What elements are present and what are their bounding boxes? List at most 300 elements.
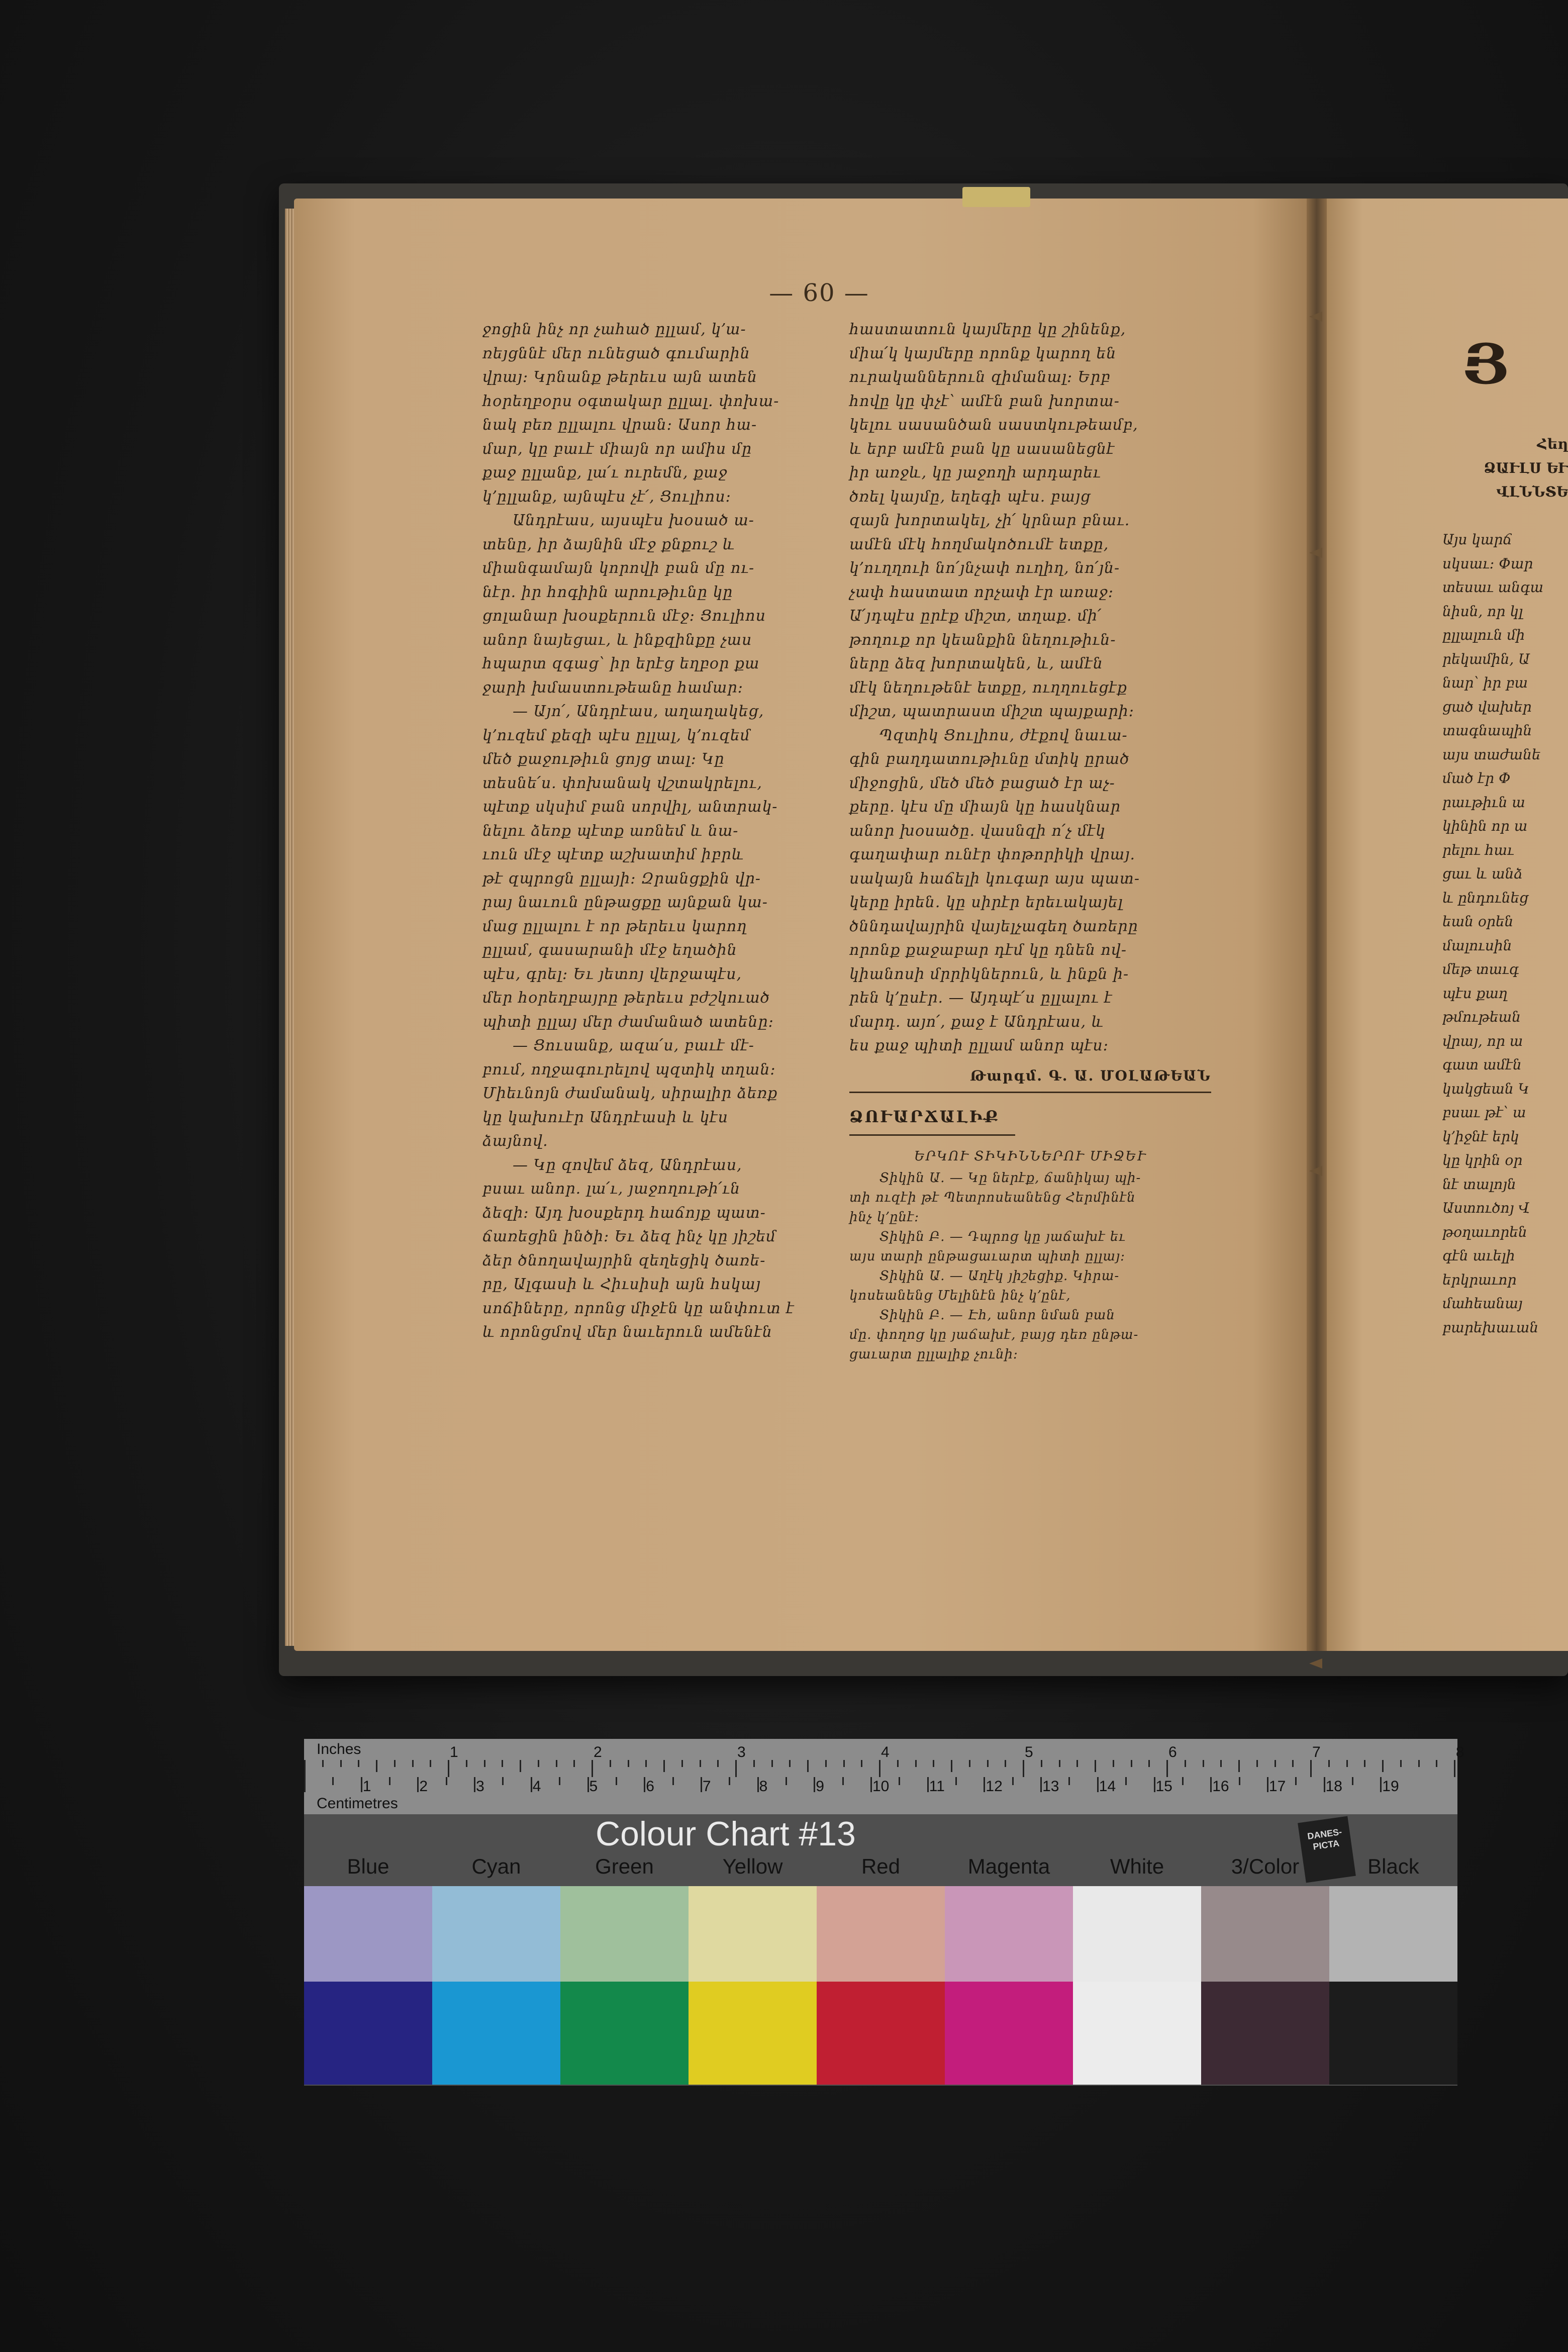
inch-tick: [610, 1760, 611, 1767]
dialogue-title: ԵՐԿՈՒ ՏԻԿԻՆՆԵՐՈՒ ՄԻՋԵՒ: [914, 1148, 1146, 1164]
cm-tick: [1182, 1777, 1184, 1785]
patch-label: Cyan: [471, 1854, 521, 1878]
text-line: պէտք սկսիմ բան սորվիլ, անտրակ-: [482, 798, 778, 816]
text-line: — Կը զովեմ ձեզ, Անդրէաս,: [513, 1156, 742, 1174]
patch-light: [1201, 1886, 1329, 1982]
text-line: ես քաջ պիտի ըլլամ անոր պէս։: [849, 1037, 1109, 1054]
right-page-line: նէ տալոյն: [1442, 1175, 1516, 1193]
cm-tick: [389, 1777, 390, 1785]
inch-tick: [1076, 1760, 1078, 1767]
inch-tick: [789, 1760, 791, 1767]
inch-tick: [466, 1760, 467, 1767]
inch-tick: [1041, 1760, 1042, 1767]
right-page-line: եան օրեն: [1442, 913, 1514, 930]
inch-number: 4: [881, 1744, 890, 1760]
right-page-line: նար՝ իր բա: [1442, 674, 1528, 691]
text-line: ւուն մէջ պէտք աշխատիմ իբրև: [482, 846, 744, 863]
inch-tick: [448, 1760, 449, 1777]
patch-label: 3/Color: [1231, 1854, 1300, 1878]
right-page-line: մեթ տաւգ: [1442, 961, 1519, 977]
cm-tick: [927, 1777, 929, 1792]
cm-tick: [644, 1777, 645, 1792]
patch-label: Black: [1367, 1854, 1419, 1878]
inch-tick: [502, 1760, 503, 1767]
binding-notch: [1309, 548, 1322, 558]
text-line: զայն խորտակել, չի՛ կրնար բնաւ.: [849, 512, 1130, 529]
dialogue-line: Տիկին Բ. — Էհ, անոր նման բան: [879, 1307, 1115, 1323]
cm-tick: [361, 1777, 362, 1792]
inch-tick: [520, 1760, 521, 1772]
inch-tick: [807, 1760, 809, 1772]
cm-number: 17: [1268, 1778, 1286, 1795]
text-line: տեսնե՛ս. փոխանակ վշտակրելու,: [482, 774, 762, 792]
patch-label: Green: [595, 1854, 654, 1878]
cm-tick: [1125, 1777, 1127, 1785]
inch-tick: [915, 1760, 917, 1767]
patch-dark: [560, 1982, 689, 2085]
inch-number: 8: [1456, 1744, 1464, 1760]
cm-tick: [786, 1777, 787, 1785]
text-line: թողուք որ կեանքին նեղութիւն-: [849, 631, 1116, 649]
text-line: անոր նայեցաւ, և ինքզինքը չաս: [482, 631, 752, 649]
inch-tick: [1113, 1760, 1114, 1767]
cm-tick: [1380, 1777, 1382, 1792]
text-line: հաստատուն կայմերը կը շինենք,: [849, 321, 1126, 338]
text-line: և երբ ամէն բան կը սասանեցնէ: [849, 440, 1115, 458]
text-line: Ա՛յդպէս ըրէք միշտ, տղաք. մի՛: [849, 607, 1102, 625]
dialogue-line: կոսեանենց Մելինէն ինչ կ՚ընէ,: [849, 1288, 1071, 1303]
inch-tick: [1346, 1760, 1348, 1767]
right-page-line: րաւթիւն ա: [1442, 794, 1525, 811]
patch-light: [432, 1886, 560, 1982]
dialogue-line: մը. փողոց կը յաճախէ, բայց դեռ ընթա-: [849, 1327, 1139, 1342]
patch-dark: [1329, 1982, 1457, 2085]
text-line: ուրականներուն զիմանալ։ Երբ: [849, 368, 1111, 386]
text-line: ձայնով.: [482, 1132, 548, 1150]
inch-tick: [304, 1760, 306, 1777]
right-page-line: մահեանայ: [1442, 1295, 1523, 1312]
inch-tick: [1364, 1760, 1365, 1767]
patch-dark: [689, 1982, 817, 2085]
text-line: ճառեցին ինծի։ Եւ ձեզ ինչ կը յիշեմ: [482, 1228, 776, 1245]
text-line: հպարտ զգաց՝ իր երէց եղբօր քա: [482, 655, 760, 672]
cm-tick: [587, 1777, 589, 1792]
inch-tick: [556, 1760, 557, 1767]
inch-tick: [1220, 1760, 1222, 1767]
inch-tick: [879, 1760, 880, 1777]
right-page-line: մած էր Փ: [1442, 770, 1511, 787]
cm-tick: [616, 1777, 617, 1785]
patch-label: Yellow: [722, 1854, 783, 1878]
dialogue: [849, 1168, 1211, 1364]
cm-tick: [814, 1777, 815, 1792]
cm-tick: [955, 1777, 957, 1785]
right-page-line: ըլլալուն մի: [1442, 627, 1525, 643]
inch-tick: [322, 1760, 324, 1767]
text-line: նակ բեռ ըլլալու վրան։ Ասոր հա-: [482, 416, 757, 434]
inch-tick: [1436, 1760, 1437, 1767]
inch-tick: [628, 1760, 629, 1767]
text-line: հովը կը փչէ՝ ամէն բան խորտա-: [849, 392, 1120, 410]
inch-tick: [358, 1760, 359, 1767]
right-page-line: թմութեան: [1442, 1009, 1521, 1025]
inch-tick: [394, 1760, 396, 1767]
patch-light: [689, 1886, 817, 1982]
cm-number: 14: [1099, 1778, 1116, 1795]
text-line: կելու սասանծան սաստկութեամբ,: [849, 416, 1138, 434]
inch-number: 1: [450, 1744, 458, 1760]
dialogue-line: ինչ կ՚ընէ։: [849, 1209, 920, 1225]
inch-tick: [1310, 1760, 1312, 1777]
text-line: նէր. իր հոգիին արութիւնը կը: [482, 583, 733, 601]
right-page-line: ցաւ և անձ: [1442, 865, 1523, 882]
inch-tick: [1148, 1760, 1150, 1767]
text-line: ջոցին ինչ որ չահած ըլլամ, կ՚ա-: [482, 321, 746, 338]
cm-tick: [417, 1777, 419, 1792]
text-line: ձեզի։ Այդ խօսքերդ հաճոյք պատ-: [482, 1204, 766, 1222]
inch-tick: [933, 1760, 934, 1767]
right-page-heading-line: Հեղ: [1537, 436, 1568, 452]
inch-tick: [1292, 1760, 1294, 1767]
inch-tick: [1238, 1760, 1240, 1772]
title-underline: [849, 1134, 1015, 1136]
patch-light: [945, 1886, 1073, 1982]
right-page-line: սկսաւ։ Փար: [1442, 555, 1533, 572]
middle-text-column: [849, 318, 1211, 1364]
right-page-heading: Յ: [1462, 332, 1509, 397]
text-line: կը կախուէր Անդրէասի և կէս: [482, 1108, 728, 1126]
book-gutter: [1307, 199, 1327, 1651]
inch-tick: [897, 1760, 899, 1767]
text-line: կ՚ուզեմ քեզի պէս ըլլալ, կ՚ուզեմ: [482, 726, 751, 744]
inch-tick: [1203, 1760, 1204, 1767]
cm-number: 11: [929, 1778, 945, 1795]
cm-number: 1: [362, 1778, 371, 1795]
text-line: րեն կ՚ըսէր. — Այդպէ՛ս ըլլալու է: [849, 989, 1113, 1007]
cm-tick: [701, 1777, 702, 1792]
inch-tick: [1454, 1760, 1455, 1777]
text-line: Պզտիկ Ցուլիոս, ժէքով նաւա-: [879, 726, 1128, 744]
text-line: կիանոսի մրրիկներուն, և ինքն ի-: [849, 965, 1129, 983]
right-page-line: տագնապին: [1442, 722, 1532, 739]
cm-number: 3: [476, 1778, 484, 1795]
right-page-line: մալուսին: [1442, 937, 1512, 954]
text-line: ըլլամ, գասարանի մէջ եղածին: [482, 941, 737, 959]
dialogue-line: ցաւարտ ըլլալիք չունի։: [849, 1346, 1018, 1362]
cm-number: 5: [589, 1778, 598, 1795]
inch-tick: [700, 1760, 701, 1767]
cm-tick: [1324, 1777, 1325, 1792]
inch-tick: [969, 1760, 970, 1767]
cm-tick: [304, 1777, 306, 1792]
binding-notch: [1309, 1658, 1322, 1669]
text-line: րը, Ալգասի և Հիւսիսի այն հսկայ: [482, 1276, 761, 1293]
right-page-heading-line: ՁԱՒԼՍ ԵՒ: [1484, 459, 1568, 476]
cm-tick: [899, 1777, 900, 1785]
inch-tick: [592, 1760, 593, 1777]
text-line: — Այո՛, Անդրէաս, աղաղակեց,: [513, 703, 764, 720]
right-page-line: գէն աւելի: [1442, 1247, 1515, 1264]
text-line: ծռել կայմը, եղեգի պէս. բայց: [849, 487, 1091, 506]
inch-tick: [1328, 1760, 1330, 1767]
text-line: մեծ քաջութիւն ցոյց տալ։ Կը: [482, 750, 725, 768]
cm-tick: [1239, 1777, 1240, 1785]
text-line: միանգամայն կորովի բան մը ու-: [482, 559, 755, 577]
inch-tick: [1400, 1760, 1402, 1767]
inch-tick: [1005, 1760, 1006, 1767]
text-line: որոնք քաջաբար դէմ կը դնեն ով-: [849, 941, 1127, 959]
text-line: ծննդավայրին վայելչագեղ ծառերը: [849, 917, 1138, 935]
text-line: վրայ։ Կրնանք թերեւս այն ատեն: [482, 368, 758, 386]
colour-chart: [304, 1739, 1464, 2086]
page-edge: [285, 209, 294, 1646]
text-line: ցոլանար խօսքերուն մէջ։ Ցուլիոս: [482, 607, 766, 625]
cm-tick: [559, 1777, 560, 1785]
cm-tick: [1040, 1777, 1042, 1792]
inch-number: 2: [594, 1744, 602, 1760]
dialogue-line: տի ուզէի թէ Պետրոսեանենց Հերմինէն: [849, 1190, 1136, 1205]
right-page-line: թօղաւորեն: [1442, 1223, 1527, 1240]
binding-notch: [1309, 312, 1322, 322]
text-line: ռեյցննէ մեր ունեցած գումարին: [482, 344, 750, 362]
inch-tick: [430, 1760, 431, 1767]
text-line: Միեւնոյն ժամանակ, սիրալիր ձեռք: [482, 1085, 778, 1102]
inch-tick: [771, 1760, 773, 1767]
inch-tick: [1059, 1760, 1060, 1767]
text-line: սոճիները, որոնց միջէն կը անփուտ է: [482, 1299, 795, 1317]
story-ending: [849, 318, 1211, 1058]
text-line: մաց ըլլալու է որ թերեւս կարող: [482, 917, 747, 935]
cm-number: 10: [872, 1778, 890, 1795]
right-page-line: վրայ, որ ա: [1442, 1032, 1523, 1049]
cm-number: 12: [986, 1778, 1003, 1795]
inch-tick: [717, 1760, 719, 1767]
patch-dark: [1201, 1982, 1329, 2085]
dialogue-line: Տիկին Ա. — Կը ներէք, ճանիկայ պի-: [879, 1170, 1141, 1186]
cm-tick: [1210, 1777, 1212, 1792]
text-line: գաղափար ունէր փոթորիկի վրայ.: [849, 846, 1136, 863]
inch-tick: [735, 1760, 737, 1777]
right-page-line: գատ ամէն: [1442, 1056, 1522, 1073]
patch-label: White: [1110, 1854, 1164, 1878]
text-line: միշտ, պատրաստ միշտ պայքարի։: [849, 703, 1134, 720]
measurement-ruler: [304, 1739, 1464, 1814]
cm-number: 7: [702, 1778, 711, 1795]
dialogue-line: այս տարի ընթացաւարտ պիտի ըլլայ։: [849, 1248, 1125, 1264]
patch-light: [1073, 1886, 1201, 1982]
right-page-line: բսաւ թէ՝ ա: [1442, 1104, 1526, 1121]
right-page-line: այս տաժանե: [1442, 746, 1541, 763]
inch-tick: [1418, 1760, 1420, 1767]
text-line: ամէն մէկ հողմակոծումէ ետքը,: [849, 535, 1109, 553]
cm-number: 16: [1212, 1778, 1229, 1795]
text-line: ները ձեզ խորտակեն, և, ամէն: [849, 655, 1103, 672]
text-line: իր առջև, կը յաջողի արդարեւ: [849, 464, 1101, 481]
cm-tick: [1154, 1777, 1155, 1792]
patch-dark: [817, 1982, 945, 2085]
text-line: մարդ. այո՛, քաջ է Անդրէաս, և: [849, 1013, 1104, 1031]
right-page-line: տեսաւ անգա: [1442, 579, 1544, 596]
translator-signature: Թարգմ. Գ. Ա. ՄՕԼԱԹԵԱՆ: [969, 1067, 1211, 1084]
cm-tick: [531, 1777, 532, 1792]
text-line: և որոնցմով մեր նաւերուն ամենէն: [482, 1323, 772, 1341]
text-line: թէ զպրոցն ըլլայի։ Զրանցքին վր-: [482, 869, 761, 888]
dialogue-line: Տիկին Ա. — Աղէկ յիշեցիք. Կիրա-: [879, 1268, 1120, 1284]
text-line: քաջ ըլլանք, լա՛ւ ուրեմն, քաջ: [482, 464, 728, 481]
right-page-line: րելու հաւ: [1442, 841, 1514, 858]
right-page-line: [1442, 504, 1568, 528]
inch-tick: [1185, 1760, 1186, 1767]
cm-number: 18: [1325, 1778, 1342, 1795]
right-page-line: և ընդունեց: [1442, 889, 1529, 906]
inch-number: 6: [1168, 1744, 1177, 1760]
left-text-column: [482, 318, 844, 1344]
patch-dark: [432, 1982, 560, 2085]
cm-tick: [672, 1777, 674, 1785]
text-line: պէս, գրել։ Եւ յետոյ վերջապէս,: [482, 965, 742, 983]
binding-notch: [1309, 1166, 1322, 1176]
text-line: միջոցին, մեծ մեծ բացած էր աչ-: [849, 774, 1115, 792]
text-line: տենը, իր ձայնին մէջ քնքուշ և: [482, 535, 735, 553]
patch-labels: [304, 1854, 1457, 1880]
inch-tick: [987, 1760, 989, 1767]
cm-tick: [502, 1777, 504, 1785]
cm-tick: [446, 1777, 447, 1785]
right-page-line: պէս քաղ: [1442, 985, 1508, 1002]
dialogue-line: Տիկին Բ. — Դպրոց կը յաճախէ եւ: [879, 1229, 1126, 1244]
chart-title: Colour Chart #13: [596, 1815, 856, 1853]
text-line: ջարի խմաստութեանը համար։: [482, 678, 743, 697]
text-line: հօրեղբօրս օգտակար ըլլալ. փոխա-: [482, 392, 779, 410]
text-line: մէկ նեղութենէ ետքը, ուղղուեցէք: [849, 678, 1127, 697]
inch-tick: [1166, 1760, 1168, 1777]
patch-light: [1329, 1886, 1457, 1982]
cm-tick: [984, 1777, 985, 1792]
cm-tick: [1295, 1777, 1297, 1785]
text-line: քերը. կէս մը միայն կը հասկնար: [849, 798, 1121, 816]
right-page-line: ցած վախեր: [1442, 698, 1532, 715]
text-line: բսաւ անոր. լա՛ւ, յաջողութի՛ւն: [482, 1180, 741, 1198]
inch-tick: [753, 1760, 755, 1767]
inch-tick: [1131, 1760, 1132, 1767]
patch-light: [304, 1886, 432, 1982]
cm-number: 15: [1155, 1778, 1172, 1795]
text-line: ձեր ծնողավայրին զեղեցիկ ծառե-: [482, 1251, 766, 1269]
centimetres-label: Centimetres: [317, 1795, 398, 1812]
patch-light: [560, 1886, 689, 1982]
text-line: կ՚ուղղուի նո՛յնչափ ուղիղ, նո՛յն-: [849, 559, 1120, 577]
right-page-line: կակցեան Կ: [1442, 1080, 1530, 1097]
inches-label: Inches: [317, 1741, 361, 1757]
inch-tick: [1382, 1760, 1384, 1772]
cm-tick: [870, 1777, 872, 1792]
cm-number: 2: [419, 1778, 428, 1795]
right-page-line: կինին որ ա: [1442, 818, 1528, 834]
right-page-line: րեկամին, Ա: [1442, 650, 1530, 667]
cm-tick: [757, 1777, 759, 1792]
text-line: նելու ձեռք պէտք առնեմ և նա-: [482, 822, 739, 840]
inch-tick: [843, 1760, 845, 1767]
text-line: Անդրէաս, այսպէս խօսած ա-: [513, 512, 754, 529]
cm-tick: [842, 1777, 844, 1785]
inch-number: 7: [1312, 1744, 1321, 1760]
text-line: մեր հօրեղբայրը թերեւս բժշկուած: [482, 989, 770, 1007]
text-line: չափ հաստատ որչափ էր առաջ։: [849, 583, 1114, 601]
repair-tape: [962, 187, 1030, 207]
text-line: մար, կը բաւէ միայն որ ամիս մը: [482, 440, 752, 458]
cm-tick: [332, 1777, 334, 1785]
inch-tick: [861, 1760, 862, 1767]
patch-dark: [304, 1982, 432, 2085]
inch-tick: [951, 1760, 952, 1772]
cm-tick: [1068, 1777, 1070, 1785]
cm-number: 9: [816, 1778, 824, 1795]
inch-tick: [538, 1760, 539, 1767]
right-page-line: բարեխաւան: [1442, 1319, 1539, 1336]
inch-tick: [376, 1760, 377, 1772]
inch-tick: [1275, 1760, 1276, 1767]
section-title: ՁՈՒԱՐՃԱԼԻՔ: [849, 1107, 1000, 1126]
right-page-line: Այս կարճ: [1442, 531, 1512, 548]
right-page-line: Աստուծոյ Վ: [1442, 1200, 1530, 1216]
patch-dark: [945, 1982, 1073, 2085]
inch-tick: [825, 1760, 827, 1767]
brand-logo: DANES-PICTA: [1298, 1816, 1356, 1883]
inch-tick: [573, 1760, 575, 1767]
text-line: կ՚ըլլանք, այնպէս չէ՛, Ցուլիոս։: [482, 487, 731, 506]
cm-tick: [1352, 1777, 1353, 1785]
text-line: միա՛կ կայմերը որոնք կարող են: [849, 344, 1117, 362]
cm-tick: [1267, 1777, 1268, 1792]
patch-dark: [1073, 1982, 1201, 2085]
inch-tick: [1023, 1760, 1024, 1777]
cm-tick: [1012, 1777, 1014, 1785]
right-page-line: երկրաւոր: [1442, 1271, 1517, 1288]
right-page-line: կ՚իջնէ երկ: [1442, 1128, 1519, 1145]
cm-tick: [474, 1777, 475, 1792]
cm-number: 6: [646, 1778, 654, 1795]
inch-tick: [340, 1760, 342, 1767]
inch-tick: [663, 1760, 665, 1772]
patch-light: [817, 1886, 945, 1982]
text-line: բում, ողջագուրելով պզտիկ տղան։: [482, 1060, 776, 1079]
cm-tick: [1097, 1777, 1099, 1792]
right-page-text: [1442, 432, 1568, 1339]
inch-number: 5: [1025, 1744, 1033, 1760]
inch-tick: [484, 1760, 485, 1767]
text-line: սակայն հաճելի կուգար այս պատ-: [849, 869, 1140, 888]
section-divider: [849, 1092, 1211, 1093]
text-line: գին բաղդատութիւնը մտիկ ըրած: [849, 750, 1130, 768]
right-page-line: նիսն, որ կլ: [1442, 603, 1523, 620]
text-line: — Ցուսանք, ազա՛ս, բաւէ մէ-: [513, 1037, 754, 1054]
cm-number: 8: [759, 1778, 768, 1795]
patch-label: Blue: [347, 1854, 389, 1878]
page-number: — 60 —: [769, 279, 869, 307]
inch-tick: [412, 1760, 414, 1767]
inch-number: 3: [737, 1744, 746, 1760]
right-page-heading-line: ՎԼՆՆՏԵ: [1496, 483, 1568, 500]
cm-number: 4: [532, 1778, 541, 1795]
patch-label: Red: [861, 1854, 901, 1878]
cm-number: 13: [1042, 1778, 1059, 1795]
inch-tick: [1256, 1760, 1258, 1767]
inch-tick: [681, 1760, 683, 1767]
cm-tick: [729, 1777, 730, 1785]
cm-number: 19: [1382, 1778, 1399, 1795]
inch-tick: [645, 1760, 647, 1767]
right-page-line: կը կրին օր: [1442, 1152, 1523, 1168]
